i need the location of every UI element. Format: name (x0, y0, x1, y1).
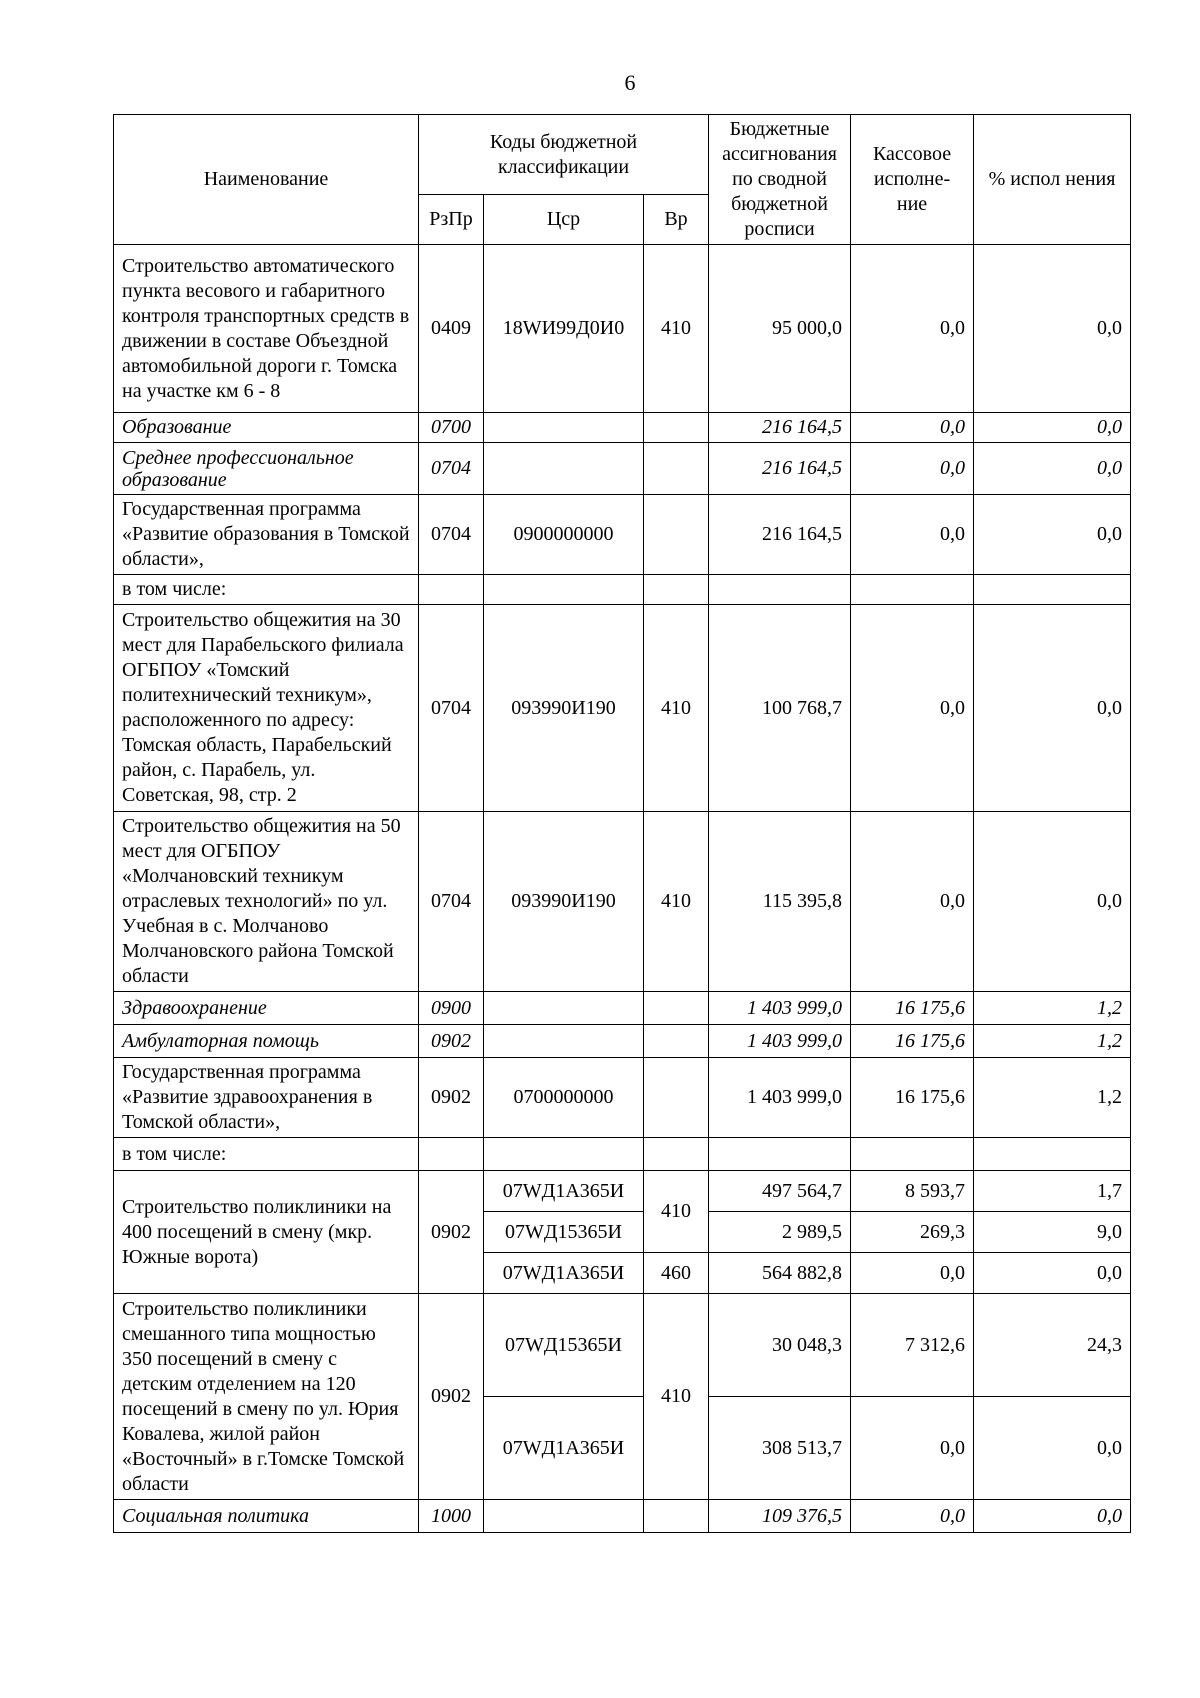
row-csr: 0900000000 (484, 495, 644, 575)
row-csr: 07WД1А365И (484, 1253, 644, 1294)
row-cash: 0,0 (851, 1500, 974, 1533)
row-rzpr: 0902 (419, 1058, 484, 1138)
row-name: Строительство поликлиники смешанного типа мощностью 350 посещений в смену с детским отделением на 120 посещений в смену по ул. Юрия Ковалева, жилой район «Восточный» в г.Томске Томской области (114, 1294, 419, 1500)
row-vr (644, 495, 709, 575)
row-percent: 0,0 (974, 1500, 1131, 1533)
row-cash: 8 593,7 (851, 1171, 974, 1212)
row-name: Государственная программа «Развитие здравоохранения в Томской области», (114, 1058, 419, 1138)
row-vr (644, 1058, 709, 1138)
row-budget: 1 403 999,0 (709, 1058, 851, 1138)
row-vr (644, 992, 709, 1025)
row-csr: 093990И190 (484, 812, 644, 992)
row-cash: 0,0 (851, 812, 974, 992)
row-name: Социальная политика (114, 1500, 419, 1533)
header-percent: % испол нения (974, 115, 1131, 245)
row-percent: 0,0 (974, 812, 1131, 992)
row-rzpr: 0704 (419, 443, 484, 495)
row-rzpr: 1000 (419, 1500, 484, 1533)
row-cash: 0,0 (851, 245, 974, 413)
row-percent: 24,3 (974, 1294, 1131, 1397)
row-budget: 30 048,3 (709, 1294, 851, 1397)
row-budget: 216 164,5 (709, 495, 851, 575)
row-csr (484, 443, 644, 495)
row-rzpr: 0700 (419, 413, 484, 443)
page-number: 6 (624, 70, 636, 95)
row-budget: 115 395,8 (709, 812, 851, 992)
header-cash: Кассовое исполне-ние (851, 115, 974, 245)
row-cash: 16 175,6 (851, 1025, 974, 1058)
row-percent: 1,7 (974, 1171, 1131, 1212)
row-csr: 093990И190 (484, 605, 644, 812)
row-csr: 07WД15365И (484, 1212, 644, 1253)
row-csr (484, 992, 644, 1025)
row-csr: 07WД1А365И (484, 1397, 644, 1500)
row-cash: 0,0 (851, 495, 974, 575)
table-row (114, 1500, 1131, 1533)
row-name: Государственная программа «Развитие образования в Томской области», (114, 495, 419, 575)
row-name: Строительство общежития на 30 мест для Парабельского филиала ОГБПОУ «Томский политехнический техникум», расположенного по адресу: Томская область, Парабельский район, с. Парабель, ул. Советская, 98, стр. 2 (114, 605, 419, 812)
row-percent: 1,2 (974, 1025, 1131, 1058)
row-budget: 308 513,7 (709, 1397, 851, 1500)
row-percent: 1,2 (974, 992, 1131, 1025)
header-vr: Вр (644, 195, 709, 245)
row-budget: 1 403 999,0 (709, 1025, 851, 1058)
row-csr: 18WИ99Д0И0 (484, 245, 644, 413)
row-name: Строительство поликлиники на 400 посещений в смену (мкр. Южные ворота) (114, 1171, 419, 1294)
row-cash: 16 175,6 (851, 992, 974, 1025)
row-rzpr: 0900 (419, 992, 484, 1025)
table-row (114, 605, 1131, 812)
row-name: Амбулаторная помощь (114, 1025, 419, 1058)
header-name: Наименование (114, 115, 419, 245)
row-vr: 410 (644, 1171, 709, 1253)
row-percent: 1,2 (974, 1058, 1131, 1138)
header-rzpr: РзПр (419, 195, 484, 245)
header-codes: Коды бюджетной классификации (419, 115, 709, 195)
table-row (114, 575, 1131, 605)
row-csr (484, 1500, 644, 1533)
row-name: Среднее профессиональное образование (114, 443, 419, 495)
row-budget: 2 989,5 (709, 1212, 851, 1253)
row-cash: 0,0 (851, 413, 974, 443)
table-row (114, 413, 1131, 443)
row-csr (484, 1025, 644, 1058)
row-vr: 410 (644, 1294, 709, 1500)
row-percent: 9,0 (974, 1212, 1131, 1253)
row-name: Строительство автоматического пункта весового и габаритного контроля транспортных средств в движении в составе Объездной автомобильной дороги г. Томска на участке км 6 - 8 (114, 245, 419, 413)
row-budget: 564 882,8 (709, 1253, 851, 1294)
row-vr (644, 1500, 709, 1533)
table-row (114, 443, 1131, 495)
table-row (114, 495, 1131, 575)
row-cash: 0,0 (851, 1397, 974, 1500)
row-budget: 95 000,0 (709, 245, 851, 413)
row-vr: 410 (644, 605, 709, 812)
row-budget: 100 768,7 (709, 605, 851, 812)
table-row (114, 1138, 1131, 1171)
row-cash: 7 312,6 (851, 1294, 974, 1397)
table-row (114, 1294, 1131, 1397)
row-vr: 410 (644, 812, 709, 992)
table-row (114, 992, 1131, 1025)
row-budget: 216 164,5 (709, 443, 851, 495)
table-row (114, 1058, 1131, 1138)
row-rzpr: 0902 (419, 1171, 484, 1294)
row-name: Образование (114, 413, 419, 443)
row-vr: 410 (644, 245, 709, 413)
row-name: Здравоохранение (114, 992, 419, 1025)
row-rzpr: 0902 (419, 1294, 484, 1500)
row-percent: 0,0 (974, 443, 1131, 495)
row-csr (484, 413, 644, 443)
row-rzpr: 0704 (419, 495, 484, 575)
row-cash: 0,0 (851, 443, 974, 495)
table-row (114, 245, 1131, 413)
row-budget: 109 376,5 (709, 1500, 851, 1533)
row-rzpr: 0902 (419, 1025, 484, 1058)
header-csr: Цср (484, 195, 644, 245)
row-rzpr: 0704 (419, 605, 484, 812)
row-csr: 07WД1А365И (484, 1171, 644, 1212)
row-vr (644, 443, 709, 495)
row-budget: 216 164,5 (709, 413, 851, 443)
row-rzpr: 0704 (419, 812, 484, 992)
row-csr: 0700000000 (484, 1058, 644, 1138)
row-budget: 1 403 999,0 (709, 992, 851, 1025)
row-percent: 0,0 (974, 413, 1131, 443)
row-budget: 497 564,7 (709, 1171, 851, 1212)
row-rzpr: 0409 (419, 245, 484, 413)
row-percent: 0,0 (974, 245, 1131, 413)
row-cash: 269,3 (851, 1212, 974, 1253)
row-name: в том числе: (114, 575, 419, 605)
header-budget: Бюджетные ассигнования по сводной бюджетной росписи (709, 115, 851, 245)
table-row (114, 1025, 1131, 1058)
table-row (114, 812, 1131, 992)
row-cash: 16 175,6 (851, 1058, 974, 1138)
row-percent: 0,0 (974, 1253, 1131, 1294)
row-vr: 460 (644, 1253, 709, 1294)
row-percent: 0,0 (974, 605, 1131, 812)
row-name: в том числе: (114, 1138, 419, 1171)
row-cash: 0,0 (851, 1253, 974, 1294)
row-percent: 0,0 (974, 495, 1131, 575)
row-vr (644, 1025, 709, 1058)
row-cash: 0,0 (851, 605, 974, 812)
row-percent: 0,0 (974, 1397, 1131, 1500)
row-name: Строительство общежития на 50 мест для ОГБПОУ «Молчановский техникум отраслевых технологий» по ул. Учебная в с. Молчаново Молчановского района Томской области (114, 812, 419, 992)
budget-table (113, 114, 1131, 1533)
row-csr: 07WД15365И (484, 1294, 644, 1397)
row-vr (644, 413, 709, 443)
table-row (114, 1171, 1131, 1212)
